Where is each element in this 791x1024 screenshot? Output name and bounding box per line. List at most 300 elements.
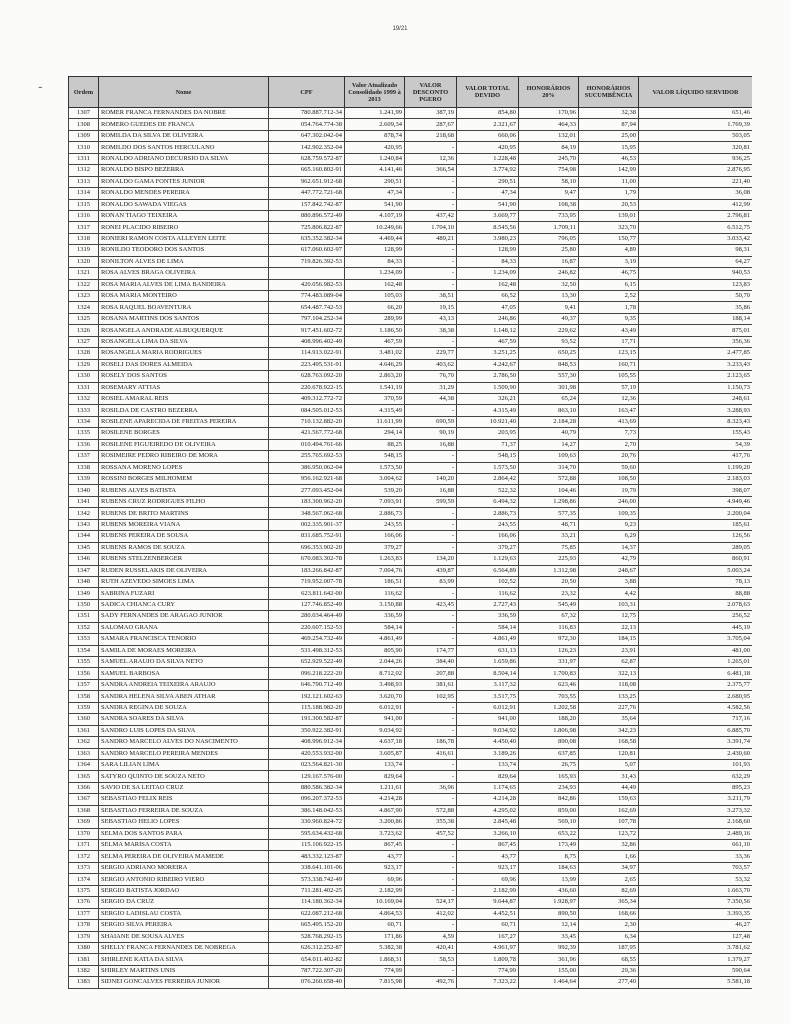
cell-ordem: 1314 — [69, 188, 99, 199]
cell-ordem: 1310 — [69, 142, 99, 153]
cell-valor-liquido: 1.150,73 — [639, 382, 753, 393]
cell-honorarios: 75,85 — [519, 542, 579, 553]
table-row — [69, 519, 753, 530]
cell-cpf: 531.498.312-53 — [269, 645, 345, 656]
cell-ordem: 1320 — [69, 256, 99, 267]
cell-ordem: 1367 — [69, 794, 99, 805]
cell-honorarios: 890,50 — [519, 908, 579, 919]
cell-ordem: 1374 — [69, 874, 99, 885]
cell-valor-atualizado: 1.573,50 — [345, 462, 405, 473]
cell-honorarios-sucumbencia: 5,07 — [579, 759, 639, 770]
cell-valor-total: 1.234,09 — [457, 268, 519, 279]
table-row — [69, 908, 753, 919]
cell-valor-atualizado: 774,99 — [345, 965, 405, 976]
cell-cpf: 348.567.062-68 — [269, 508, 345, 519]
cell-valor-total: 1.174,65 — [457, 782, 519, 793]
cell-nome: ROSSINI BORGES MILHOMEM — [99, 474, 269, 485]
cell-honorarios: 569,10 — [519, 817, 579, 828]
cell-valor-liquido: 155,43 — [639, 428, 753, 439]
cell-honorarios-sucumbencia: 17,71 — [579, 336, 639, 347]
cell-honorarios: 623,46 — [519, 679, 579, 690]
cell-honorarios: 40,79 — [519, 428, 579, 439]
cell-honorarios: 155,00 — [519, 965, 579, 976]
cell-cpf: 114.180.362-34 — [269, 897, 345, 908]
cell-ordem: 1365 — [69, 771, 99, 782]
cell-nome: SADICA CHIANCA CURY — [99, 599, 269, 610]
cell-ordem: 1360 — [69, 714, 99, 725]
cell-honorarios: 229,62 — [519, 325, 579, 336]
cell-honorarios: 1.312,98 — [519, 565, 579, 576]
cell-cpf: 635.352.382-34 — [269, 233, 345, 244]
cell-valor-liquido: 2.078,63 — [639, 599, 753, 610]
cell-valor-liquido: 98,31 — [639, 245, 753, 256]
cell-nome: ROSSANA MORENO LOPES — [99, 462, 269, 473]
cell-nome: SHIRLEY MARTINS UNIS — [99, 965, 269, 976]
cell-ordem: 1308 — [69, 119, 99, 130]
cell-honorarios: 234,93 — [519, 782, 579, 793]
cell-valor-total: 548,15 — [457, 451, 519, 462]
cell-valor-atualizado: 941,00 — [345, 714, 405, 725]
cell-honorarios-sucumbencia: 413,69 — [579, 416, 639, 427]
cell-nome: SERGIO BATISTA JORDAO — [99, 885, 269, 896]
cell-ordem: 1348 — [69, 576, 99, 587]
cell-valor-liquido: 64,27 — [639, 256, 753, 267]
cell-valor-desconto: - — [405, 256, 457, 267]
cell-cpf: 710.132.882-20 — [269, 416, 345, 427]
cell-valor-liquido: 3.288,93 — [639, 405, 753, 416]
cell-nome: ROSA MARIA ALVES DE LIMA BANDEIRA — [99, 279, 269, 290]
cell-honorarios: 8,75 — [519, 851, 579, 862]
cell-honorarios-sucumbencia: 29,36 — [579, 965, 639, 976]
cell-ordem: 1328 — [69, 348, 99, 359]
cell-nome: ROSELI DAS DORES ALMEIDA — [99, 359, 269, 370]
cell-valor-atualizado: 171,86 — [345, 931, 405, 942]
cell-nome: RUBENS STELZENBERGER — [99, 554, 269, 565]
cell-valor-total: 2.864,42 — [457, 474, 519, 485]
cell-valor-desconto: - — [405, 759, 457, 770]
cell-valor-desconto: 492,76 — [405, 977, 457, 988]
cell-honorarios: 1.709,11 — [519, 222, 579, 233]
cell-cpf: 725.806.822-87 — [269, 222, 345, 233]
cell-valor-total: 2.727,43 — [457, 599, 519, 610]
cell-valor-total: 541,90 — [457, 199, 519, 210]
cell-nome: SADY FERNANDES DE ARAGAO JUNIOR — [99, 611, 269, 622]
cell-nome: RUDEN RUSSELAKIS DE OLIVEIRA — [99, 565, 269, 576]
cell-valor-atualizado: 829,64 — [345, 771, 405, 782]
cell-cpf: 420.553.932-00 — [269, 748, 345, 759]
cell-ordem: 1333 — [69, 405, 99, 416]
cell-valor-desconto: - — [405, 725, 457, 736]
cell-ordem: 1346 — [69, 554, 99, 565]
cell-valor-total: 3.189,26 — [457, 748, 519, 759]
cell-valor-liquido: 320,81 — [639, 142, 753, 153]
cell-ordem: 1376 — [69, 897, 99, 908]
table-row — [69, 954, 753, 965]
cell-valor-total: 774,99 — [457, 965, 519, 976]
cell-valor-atualizado: 2.182,99 — [345, 885, 405, 896]
cell-nome: ROMER FRANCA FERNANDES DA NOBRE — [99, 108, 269, 119]
cell-valor-liquido: 221,40 — [639, 176, 753, 187]
cell-honorarios-sucumbencia: 168,66 — [579, 908, 639, 919]
cell-valor-liquido: 2.876,95 — [639, 165, 753, 176]
cell-ordem: 1337 — [69, 451, 99, 462]
cell-valor-liquido: 5.581,18 — [639, 977, 753, 988]
cell-valor-atualizado: 10.249,66 — [345, 222, 405, 233]
cell-ordem: 1357 — [69, 679, 99, 690]
cell-nome: RONIERI RAMON COSTA ALLEYEN LEITE — [99, 233, 269, 244]
cell-honorarios-sucumbencia: 20,53 — [579, 199, 639, 210]
cell-honorarios-sucumbencia: 109,35 — [579, 508, 639, 519]
cell-nome: ROSELY DOS SANTOS — [99, 371, 269, 382]
cell-valor-desconto: - — [405, 462, 457, 473]
cell-valor-atualizado: 379,27 — [345, 542, 405, 553]
cell-valor-atualizado: 60,71 — [345, 920, 405, 931]
cell-valor-atualizado: 3.004,62 — [345, 474, 405, 485]
table-row — [69, 233, 753, 244]
cell-nome: RONEI PLACIDO RIBEIRO — [99, 222, 269, 233]
cell-nome: RONALDO ADRIANO DECURSIO DA SILVA — [99, 153, 269, 164]
cell-honorarios-sucumbencia: 159,63 — [579, 794, 639, 805]
cell-honorarios-sucumbencia: 22,13 — [579, 622, 639, 633]
cell-honorarios: 637,85 — [519, 748, 579, 759]
cell-valor-atualizado: 3.620,70 — [345, 691, 405, 702]
cell-cpf: 386.950.062-04 — [269, 462, 345, 473]
cell-honorarios-sucumbencia: 2,65 — [579, 874, 639, 885]
cell-cpf: 421.567.772-68 — [269, 428, 345, 439]
cell-ordem: 1353 — [69, 634, 99, 645]
cell-valor-total: 660,06 — [457, 130, 519, 141]
cell-valor-desconto: 437,42 — [405, 210, 457, 221]
cell-cpf: 002.335.901-37 — [269, 519, 345, 530]
cell-valor-atualizado: 133,74 — [345, 759, 405, 770]
cell-nome: SERGIO LADISLAU COSTA — [99, 908, 269, 919]
cell-honorarios-sucumbencia: 108,50 — [579, 474, 639, 485]
cell-nome: SELMA DOS SANTOS PARA — [99, 828, 269, 839]
cell-honorarios: 13,30 — [519, 291, 579, 302]
cell-valor-total: 162,48 — [457, 279, 519, 290]
cell-honorarios: 65,24 — [519, 393, 579, 404]
cell-honorarios-sucumbencia: 163,47 — [579, 405, 639, 416]
cell-valor-total: 128,99 — [457, 245, 519, 256]
cell-valor-liquido: 417,76 — [639, 451, 753, 462]
cell-ordem: 1321 — [69, 268, 99, 279]
cell-ordem: 1355 — [69, 657, 99, 668]
table-row — [69, 897, 753, 908]
cell-valor-liquido: 445,19 — [639, 622, 753, 633]
cell-valor-liquido: 123,83 — [639, 279, 753, 290]
cell-valor-atualizado: 88,25 — [345, 439, 405, 450]
cell-cpf: 469.254.732-49 — [269, 634, 345, 645]
cell-honorarios: 2.184,28 — [519, 416, 579, 427]
table-row — [69, 336, 753, 347]
table-row — [69, 153, 753, 164]
cell-ordem: 1313 — [69, 176, 99, 187]
table-row — [69, 965, 753, 976]
cell-valor-liquido: 53,32 — [639, 874, 753, 885]
cell-cpf: 622.087.212-68 — [269, 908, 345, 919]
cell-honorarios-sucumbencia: 103,31 — [579, 599, 639, 610]
cell-ordem: 1380 — [69, 942, 99, 953]
cell-ordem: 1345 — [69, 542, 99, 553]
cell-honorarios-sucumbencia: 184,15 — [579, 634, 639, 645]
cell-honorarios: 972,30 — [519, 634, 579, 645]
cell-valor-atualizado: 584,14 — [345, 622, 405, 633]
cell-honorarios: 184,63 — [519, 862, 579, 873]
cell-ordem: 1356 — [69, 668, 99, 679]
cell-valor-total: 941,00 — [457, 714, 519, 725]
cell-cpf: 127.746.852-49 — [269, 599, 345, 610]
cell-valor-atualizado: 4.214,28 — [345, 794, 405, 805]
cell-honorarios: 12,14 — [519, 920, 579, 931]
cell-nome: ROSIMEIRE PEDRO RIBEIRO DE MORA — [99, 451, 269, 462]
table-row — [69, 782, 753, 793]
cell-cpf: 617.060.602-97 — [269, 245, 345, 256]
cell-valor-desconto: - — [405, 874, 457, 885]
table-row — [69, 942, 753, 953]
cell-honorarios: 1.202,58 — [519, 702, 579, 713]
cell-ordem: 1383 — [69, 977, 99, 988]
cell-ordem: 1315 — [69, 199, 99, 210]
cell-cpf: 787.722.307-20 — [269, 965, 345, 976]
cell-honorarios: 33,21 — [519, 531, 579, 542]
cell-valor-liquido: 4.582,56 — [639, 702, 753, 713]
cell-ordem: 1366 — [69, 782, 99, 793]
cell-cpf: 483.332.123-87 — [269, 851, 345, 862]
cell-valor-total: 84,33 — [457, 256, 519, 267]
cell-cpf: 917.451.602-72 — [269, 325, 345, 336]
cell-valor-liquido: 78,13 — [639, 576, 753, 587]
cell-valor-liquido: 398,07 — [639, 485, 753, 496]
cell-cpf: 647.302.042-04 — [269, 130, 345, 141]
table-row — [69, 931, 753, 942]
cell-valor-liquido: 2.680,95 — [639, 691, 753, 702]
cell-nome: RUBENS ALVES BATISTA — [99, 485, 269, 496]
cell-nome: SEBASTIAO FELIX REIS — [99, 794, 269, 805]
cell-ordem: 1340 — [69, 485, 99, 496]
cell-cpf: 573.338.742-49 — [269, 874, 345, 885]
cell-valor-atualizado: 1.211,61 — [345, 782, 405, 793]
cell-honorarios-sucumbencia: 2,70 — [579, 439, 639, 450]
header-valor-total: VALOR TOTAL DEVIDO — [457, 77, 519, 108]
cell-ordem: 1371 — [69, 840, 99, 851]
table-row — [69, 119, 753, 130]
cell-honorarios: 188,20 — [519, 714, 579, 725]
cell-honorarios-sucumbencia: 15,95 — [579, 142, 639, 153]
cell-valor-liquido: 703,57 — [639, 862, 753, 873]
cell-honorarios: 116,83 — [519, 622, 579, 633]
cell-nome: RUTH AZEVEDO SIMOES LIMA — [99, 576, 269, 587]
cell-valor-atualizado: 2.044,26 — [345, 657, 405, 668]
table-row — [69, 451, 753, 462]
cell-valor-liquido: 632,29 — [639, 771, 753, 782]
cell-valor-atualizado: 105,03 — [345, 291, 405, 302]
cell-valor-desconto: - — [405, 714, 457, 725]
cell-honorarios-sucumbencia: 59,60 — [579, 462, 639, 473]
cell-valor-atualizado: 66,20 — [345, 302, 405, 313]
cell-valor-desconto: 366,54 — [405, 165, 457, 176]
cell-valor-desconto: 384,40 — [405, 657, 457, 668]
cell-honorarios: 361,96 — [519, 954, 579, 965]
table-row — [69, 771, 753, 782]
cell-valor-atualizado: 336,59 — [345, 611, 405, 622]
cell-valor-liquido: 5.003,24 — [639, 565, 753, 576]
cell-honorarios-sucumbencia: 4,89 — [579, 245, 639, 256]
cell-honorarios: 859,00 — [519, 805, 579, 816]
cell-valor-desconto: 76,70 — [405, 371, 457, 382]
cell-honorarios: 1.464,64 — [519, 977, 579, 988]
cell-cpf: 628.763.092-20 — [269, 371, 345, 382]
cell-valor-liquido: 46,27 — [639, 920, 753, 931]
table-row — [69, 199, 753, 210]
cell-ordem: 1339 — [69, 474, 99, 485]
cell-valor-desconto: 90,19 — [405, 428, 457, 439]
cell-cpf: 652.929.522-49 — [269, 657, 345, 668]
cell-cpf: 142.902.352-04 — [269, 142, 345, 153]
cell-cpf: 192.121.602-63 — [269, 691, 345, 702]
cell-valor-desconto: 489,21 — [405, 233, 457, 244]
cell-nome: SAVIO DE SA LEITAO CRUZ — [99, 782, 269, 793]
cell-honorarios-sucumbencia: 62,87 — [579, 657, 639, 668]
cell-cpf: 595.634.432-68 — [269, 828, 345, 839]
cell-valor-atualizado: 69,96 — [345, 874, 405, 885]
cell-valor-desconto: - — [405, 188, 457, 199]
cell-nome: RONALDO BISPO BEZERRA — [99, 165, 269, 176]
cell-valor-desconto: 412,02 — [405, 908, 457, 919]
cell-valor-desconto: - — [405, 622, 457, 633]
cell-honorarios: 848,53 — [519, 359, 579, 370]
table-row — [69, 759, 753, 770]
cell-ordem: 1369 — [69, 817, 99, 828]
cell-valor-liquido: 651,46 — [639, 108, 753, 119]
cell-valor-atualizado: 2.886,73 — [345, 508, 405, 519]
cell-nome: SHELLY FRANCA FERNANDES DE NOBREGA — [99, 942, 269, 953]
cell-ordem: 1334 — [69, 416, 99, 427]
cell-cpf: 277.093.452-04 — [269, 485, 345, 496]
cell-nome: RONALDO SAWADA VIEGAS — [99, 199, 269, 210]
cell-valor-liquido: 2.200,04 — [639, 508, 753, 519]
table-row — [69, 862, 753, 873]
cell-honorarios-sucumbencia: 323,70 — [579, 222, 639, 233]
cell-valor-desconto: 524,17 — [405, 897, 457, 908]
cell-nome: SERGIO SILVA PEREIRA — [99, 920, 269, 931]
cell-nome: SANDRO MARCELO PEREIRA MENDES — [99, 748, 269, 759]
cell-honorarios-sucumbencia: 277,40 — [579, 977, 639, 988]
cell-honorarios-sucumbencia: 342,23 — [579, 725, 639, 736]
cell-valor-atualizado: 1.186,50 — [345, 325, 405, 336]
cell-cpf: 880.896.572-49 — [269, 210, 345, 221]
cell-valor-liquido: 936,25 — [639, 153, 753, 164]
cell-ordem: 1375 — [69, 885, 99, 896]
header-valor-atualizado: Valor Atualizado Consolidado 1999 à 2013 — [345, 77, 405, 108]
cell-ordem: 1364 — [69, 759, 99, 770]
cell-ordem: 1324 — [69, 302, 99, 313]
cell-honorarios: 1.928,97 — [519, 897, 579, 908]
cell-valor-total: 829,64 — [457, 771, 519, 782]
cell-nome: SAMUEL BARBOSA — [99, 668, 269, 679]
cell-honorarios-sucumbencia: 2,52 — [579, 291, 639, 302]
cell-valor-atualizado: 7.004,76 — [345, 565, 405, 576]
cell-honorarios-sucumbencia: 7,73 — [579, 428, 639, 439]
cell-valor-atualizado: 3.150,88 — [345, 599, 405, 610]
cell-valor-atualizado: 370,59 — [345, 393, 405, 404]
cell-ordem: 1354 — [69, 645, 99, 656]
cell-ordem: 1336 — [69, 439, 99, 450]
table-row — [69, 165, 753, 176]
cell-valor-desconto: - — [405, 771, 457, 782]
cell-valor-liquido: 248,61 — [639, 393, 753, 404]
cell-valor-atualizado: 7.093,91 — [345, 496, 405, 507]
cell-valor-desconto: 690,59 — [405, 416, 457, 427]
cell-valor-atualizado: 47,34 — [345, 188, 405, 199]
cell-nome: SANDRA SOARES DA SILVA — [99, 714, 269, 725]
table-row — [69, 977, 753, 988]
table-row — [69, 542, 753, 553]
cell-nome: SANDRO LUIS LOPES DA SILVA — [99, 725, 269, 736]
cell-honorarios: 1.806,98 — [519, 725, 579, 736]
table-row — [69, 874, 753, 885]
cell-nome: SERGIO ANTONIO RIBEIRO VIERO — [99, 874, 269, 885]
cell-honorarios: 796,05 — [519, 233, 579, 244]
cell-honorarios: 33,45 — [519, 931, 579, 942]
cell-valor-desconto: 387,19 — [405, 108, 457, 119]
cell-valor-liquido: 126,56 — [639, 531, 753, 542]
cell-valor-atualizado: 4.637,18 — [345, 737, 405, 748]
cell-valor-desconto: 38,51 — [405, 291, 457, 302]
cell-valor-total: 243,55 — [457, 519, 519, 530]
cell-honorarios: 754,98 — [519, 165, 579, 176]
cell-honorarios: 653,22 — [519, 828, 579, 839]
table-body — [69, 108, 753, 989]
cell-valor-liquido: 35,86 — [639, 302, 753, 313]
table-row — [69, 439, 753, 450]
cell-valor-total: 2.886,73 — [457, 508, 519, 519]
cell-valor-total: 71,37 — [457, 439, 519, 450]
cell-valor-liquido: 101,93 — [639, 759, 753, 770]
cell-cpf: 780.887.712-34 — [269, 108, 345, 119]
cell-ordem: 1352 — [69, 622, 99, 633]
cell-valor-desconto: 140,20 — [405, 474, 457, 485]
cell-valor-liquido: 1.379,27 — [639, 954, 753, 965]
cell-ordem: 1332 — [69, 393, 99, 404]
cell-valor-atualizado: 2.609,34 — [345, 119, 405, 130]
cell-honorarios-sucumbencia: 31,43 — [579, 771, 639, 782]
cell-honorarios-sucumbencia: 133,25 — [579, 691, 639, 702]
cell-valor-total: 8.504,14 — [457, 668, 519, 679]
cell-honorarios-sucumbencia: 3,19 — [579, 256, 639, 267]
cell-valor-atualizado: 1.234,09 — [345, 268, 405, 279]
cell-ordem: 1319 — [69, 245, 99, 256]
cell-honorarios: 49,37 — [519, 313, 579, 324]
cell-valor-atualizado: 4.469,44 — [345, 233, 405, 244]
cell-nome: SIDNEI GONCALVES FERREIRA JUNIOR — [99, 977, 269, 988]
cell-cpf: 183.266.842-87 — [269, 565, 345, 576]
cell-cpf: 076.260.658-40 — [269, 977, 345, 988]
cell-cpf: 280.034.464-49 — [269, 611, 345, 622]
cell-cpf: 220.678.922-15 — [269, 382, 345, 393]
cell-cpf: 183.300.962-20 — [269, 496, 345, 507]
cell-honorarios: 992,39 — [519, 942, 579, 953]
table-row — [69, 210, 753, 221]
cell-valor-total: 2.845,48 — [457, 817, 519, 828]
cell-valor-desconto: 457,52 — [405, 828, 457, 839]
cell-nome: RUBENS RAMOS DE SOUZA — [99, 542, 269, 553]
table-row — [69, 851, 753, 862]
cell-honorarios: 173,49 — [519, 840, 579, 851]
cell-valor-total: 7.323,22 — [457, 977, 519, 988]
cell-valor-atualizado: 3.723,62 — [345, 828, 405, 839]
header-honorarios-sucumbencia: HONORÁRIOS SUCUMBÊNCIA — [579, 77, 639, 108]
cell-honorarios: 842,86 — [519, 794, 579, 805]
